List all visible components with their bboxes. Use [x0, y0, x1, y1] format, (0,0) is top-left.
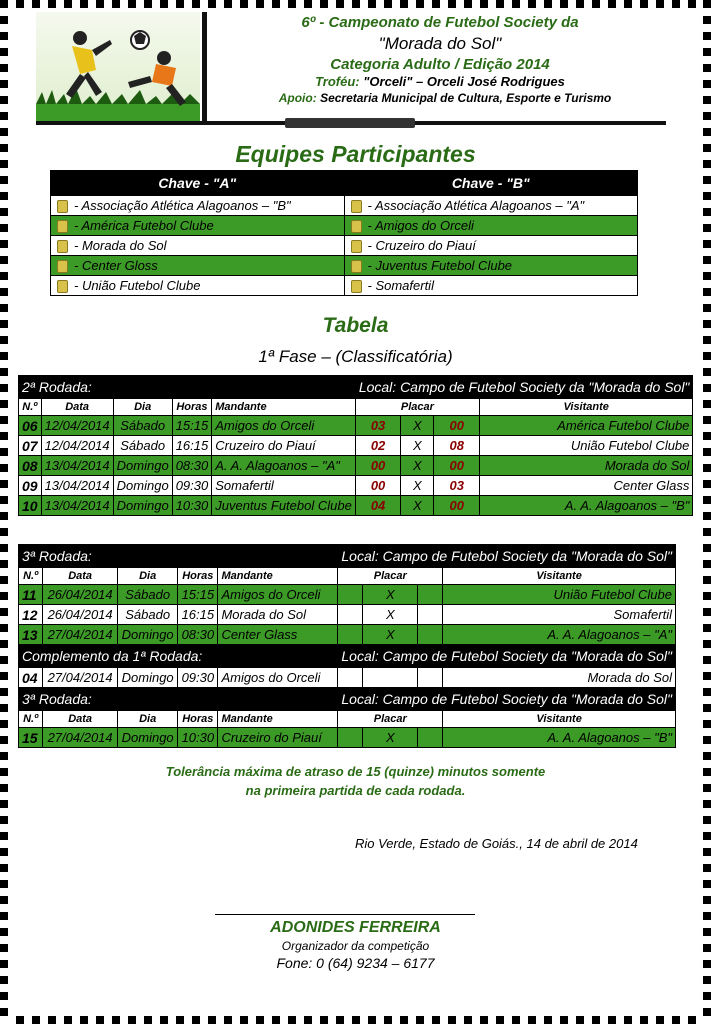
- game-day: Domingo: [113, 496, 172, 516]
- away-score: [418, 605, 443, 625]
- championship-name: "Morada do Sol": [378, 34, 502, 53]
- home-score: 04: [355, 496, 400, 516]
- col-away: Visitante: [443, 711, 676, 728]
- game-day: Sábado: [113, 416, 172, 436]
- col-away: Visitante: [479, 399, 692, 416]
- game-time: 09:30: [178, 668, 218, 688]
- trophy-label: Troféu:: [315, 74, 360, 89]
- game-away: A. A. Alagoanos – "B": [479, 496, 692, 516]
- game-day: Domingo: [118, 668, 178, 688]
- col-time: Horas: [178, 711, 218, 728]
- game-home: Cruzeiro do Piauí: [212, 436, 356, 456]
- team-cell: [51, 276, 345, 296]
- away-score: 03: [434, 476, 480, 496]
- away-score: 00: [434, 456, 480, 476]
- page-border-top: [0, 0, 711, 8]
- home-score: [338, 728, 363, 748]
- game-time: 09:30: [172, 476, 212, 496]
- away-score: [418, 728, 443, 748]
- game-time: 10:30: [178, 728, 218, 748]
- trophy-value: "Orceli" – Orceli José Rodrigues: [363, 74, 565, 89]
- home-score: [338, 625, 363, 645]
- game-time: 08:30: [178, 625, 218, 645]
- team-cell: [344, 276, 638, 296]
- game-away: A. A. Alagoanos – "B": [443, 728, 676, 748]
- soccer-players-logo: [36, 12, 200, 122]
- game-home: Amigos do Orceli: [218, 668, 338, 688]
- trophy-icon: [57, 280, 68, 293]
- trophy-line: [210, 74, 670, 89]
- game-away: América Futebol Clube: [479, 416, 692, 436]
- score-separator: X: [363, 625, 418, 645]
- game-date: 26/04/2014: [43, 585, 118, 605]
- team-cell: [344, 256, 638, 276]
- header-bar-ornament: [285, 118, 415, 128]
- away-score: [418, 668, 443, 688]
- game-number: 08: [19, 456, 42, 476]
- game-date: 12/04/2014: [41, 416, 113, 436]
- score-separator: X: [363, 605, 418, 625]
- tolerance-note-line2: na primeira partida de cada rodada.: [245, 783, 466, 798]
- team-name: - Cruzeiro do Piauí: [367, 237, 476, 253]
- game-date: 27/04/2014: [43, 625, 118, 645]
- trophy-icon: [351, 280, 362, 293]
- home-score: 02: [355, 436, 400, 456]
- game-row: [19, 496, 693, 516]
- place-date: Rio Verde, Estado de Goiás., 14 de abril de 2014: [355, 836, 638, 851]
- game-number: 06: [19, 416, 42, 436]
- game-row: [19, 436, 693, 456]
- game-home: Cruzeiro do Piauí: [218, 728, 338, 748]
- organizer-phone: Fone: 0 (64) 9234 – 6177: [276, 955, 435, 971]
- team-cell: [51, 236, 345, 256]
- away-score: 08: [434, 436, 480, 456]
- game-away: Morada do Sol: [479, 456, 692, 476]
- col-number: N.º: [19, 568, 43, 585]
- col-away: Visitante: [443, 568, 676, 585]
- game-row: [19, 456, 693, 476]
- score-separator: X: [401, 456, 434, 476]
- team-cell: [344, 196, 638, 216]
- round-label: 2ª Rodada:: [19, 376, 356, 399]
- game-date: 13/04/2014: [41, 456, 113, 476]
- game-time: 08:30: [172, 456, 212, 476]
- team-name: - Morada do Sol: [74, 237, 167, 253]
- game-number: 15: [19, 728, 43, 748]
- score-separator: X: [363, 728, 418, 748]
- col-home: Mandante: [218, 711, 338, 728]
- away-score: 00: [434, 416, 480, 436]
- home-score: [338, 585, 363, 605]
- team-name: - União Futebol Clube: [74, 277, 201, 293]
- col-home: Mandante: [218, 568, 338, 585]
- col-date: Data: [43, 568, 118, 585]
- score-separator: X: [363, 585, 418, 605]
- phase-title: 1ª Fase – (Classificatória): [258, 347, 453, 366]
- col-score: Placar: [338, 711, 443, 728]
- col-number: N.º: [19, 711, 43, 728]
- col-day: Dia: [113, 399, 172, 416]
- teams-table: [50, 170, 638, 296]
- game-row: [19, 668, 676, 688]
- game-home: Morada do Sol: [218, 605, 338, 625]
- team-cell: [344, 216, 638, 236]
- away-score: [418, 585, 443, 605]
- trophy-icon: [351, 200, 362, 213]
- score-separator: X: [401, 416, 434, 436]
- schedule-title: Tabela: [322, 314, 389, 337]
- game-date: 26/04/2014: [43, 605, 118, 625]
- home-score: [338, 605, 363, 625]
- header-vertical-bar: [202, 12, 207, 124]
- game-home: Juventus Futebol Clube: [212, 496, 356, 516]
- game-home: Amigos do Orceli: [218, 585, 338, 605]
- game-home: Amigos do Orceli: [212, 416, 356, 436]
- complement-label: Complemento da 1ª Rodada:: [19, 645, 338, 668]
- game-number: 09: [19, 476, 42, 496]
- home-score: [338, 668, 363, 688]
- game-row: [19, 585, 676, 605]
- game-away: A. A. Alagoanos – "A": [443, 625, 676, 645]
- team-name: - Center Gloss: [74, 257, 158, 273]
- trophy-icon: [57, 200, 68, 213]
- game-home: Somafertil: [212, 476, 356, 496]
- support-label: Apoio:: [278, 91, 317, 105]
- championship-title: 6º - Campeonato de Futebol Society da: [301, 14, 579, 31]
- team-name: - Somafertil: [367, 277, 434, 293]
- group-b-header: Chave - "B": [344, 171, 638, 196]
- team-cell: [51, 216, 345, 236]
- round3-table: [18, 544, 676, 748]
- round-label: 3ª Rodada:: [19, 688, 338, 711]
- col-date: Data: [43, 711, 118, 728]
- col-time: Horas: [172, 399, 212, 416]
- trophy-icon: [57, 240, 68, 253]
- game-date: 27/04/2014: [43, 668, 118, 688]
- game-time: 15:15: [172, 416, 212, 436]
- score-separator: X: [401, 436, 434, 456]
- away-score: [418, 625, 443, 645]
- category-edition: Categoria Adulto / Edição 2014: [330, 56, 550, 73]
- game-row: [19, 605, 676, 625]
- team-name: - Juventus Futebol Clube: [367, 257, 513, 273]
- organizer-role: Organizador da competição: [281, 939, 430, 953]
- trophy-icon: [351, 220, 362, 233]
- home-score: 03: [355, 416, 400, 436]
- home-score: 00: [355, 476, 400, 496]
- organizer-name: ADONIDES FERREIRA: [270, 919, 441, 936]
- trophy-icon: [351, 240, 362, 253]
- game-number: 04: [19, 668, 43, 688]
- tolerance-note-line1: Tolerância máxima de atraso de 15 (quinze) minutos somente: [165, 764, 546, 779]
- game-time: 16:15: [178, 605, 218, 625]
- team-name: - Associação Atlética Alagoanos – "B": [74, 197, 291, 213]
- round-venue: Local: Campo de Futebol Society da "Morada do Sol": [338, 545, 676, 568]
- round-venue: Local: Campo de Futebol Society da "Morada do Sol": [355, 376, 693, 399]
- game-away: Center Glass: [479, 476, 692, 496]
- game-date: 13/04/2014: [41, 496, 113, 516]
- game-day: Domingo: [113, 476, 172, 496]
- game-number: 11: [19, 585, 43, 605]
- game-row: [19, 476, 693, 496]
- col-date: Data: [41, 399, 113, 416]
- game-away: Morada do Sol: [443, 668, 676, 688]
- game-day: Sábado: [118, 585, 178, 605]
- game-away: Somafertil: [443, 605, 676, 625]
- trophy-icon: [57, 260, 68, 273]
- team-name: - América Futebol Clube: [74, 217, 214, 233]
- round-label: 3ª Rodada:: [19, 545, 338, 568]
- game-home: A. A. Alagoanos – "A": [212, 456, 356, 476]
- signature-line: [215, 914, 475, 915]
- game-time: 16:15: [172, 436, 212, 456]
- col-score: Placar: [338, 568, 443, 585]
- trophy-icon: [57, 220, 68, 233]
- complement-venue: Local: Campo de Futebol Society da "Morada do Sol": [338, 645, 676, 668]
- trophy-icon: [351, 260, 362, 273]
- col-day: Dia: [118, 711, 178, 728]
- home-score: 00: [355, 456, 400, 476]
- game-number: 13: [19, 625, 43, 645]
- away-score: 00: [434, 496, 480, 516]
- game-time: 10:30: [172, 496, 212, 516]
- score-separator: X: [401, 496, 434, 516]
- game-row: [19, 728, 676, 748]
- score-separator: [363, 668, 418, 688]
- game-day: Sábado: [118, 605, 178, 625]
- game-away: União Futebol Clube: [479, 436, 692, 456]
- support-line: [215, 91, 675, 105]
- team-cell: [344, 236, 638, 256]
- col-day: Dia: [118, 568, 178, 585]
- game-number: 10: [19, 496, 42, 516]
- round-venue: Local: Campo de Futebol Society da "Morada do Sol": [338, 688, 676, 711]
- game-row: [19, 625, 676, 645]
- game-day: Domingo: [118, 625, 178, 645]
- game-number: 07: [19, 436, 42, 456]
- team-name: - Associação Atlética Alagoanos – "A": [367, 197, 585, 213]
- game-row: [19, 416, 693, 436]
- col-home: Mandante: [212, 399, 356, 416]
- game-date: 12/04/2014: [41, 436, 113, 456]
- game-day: Domingo: [118, 728, 178, 748]
- game-number: 12: [19, 605, 43, 625]
- page-border-bottom: [0, 1016, 711, 1024]
- team-name: - Amigos do Orceli: [367, 217, 474, 233]
- game-day: Sábado: [113, 436, 172, 456]
- game-date: 13/04/2014: [41, 476, 113, 496]
- game-time: 15:15: [178, 585, 218, 605]
- game-day: Domingo: [113, 456, 172, 476]
- game-date: 27/04/2014: [43, 728, 118, 748]
- teams-title: Equipes Participantes: [235, 141, 476, 167]
- game-home: Center Glass: [218, 625, 338, 645]
- col-number: N.º: [19, 399, 42, 416]
- round2-table: [18, 375, 693, 516]
- col-score: Placar: [355, 399, 479, 416]
- team-cell: [51, 256, 345, 276]
- score-separator: X: [401, 476, 434, 496]
- group-a-header: Chave - "A": [51, 171, 345, 196]
- support-value: Secretaria Municipal de Cultura, Esporte e Turismo: [320, 91, 612, 105]
- game-away: União Futebol Clube: [443, 585, 676, 605]
- col-time: Horas: [178, 568, 218, 585]
- team-cell: [51, 196, 345, 216]
